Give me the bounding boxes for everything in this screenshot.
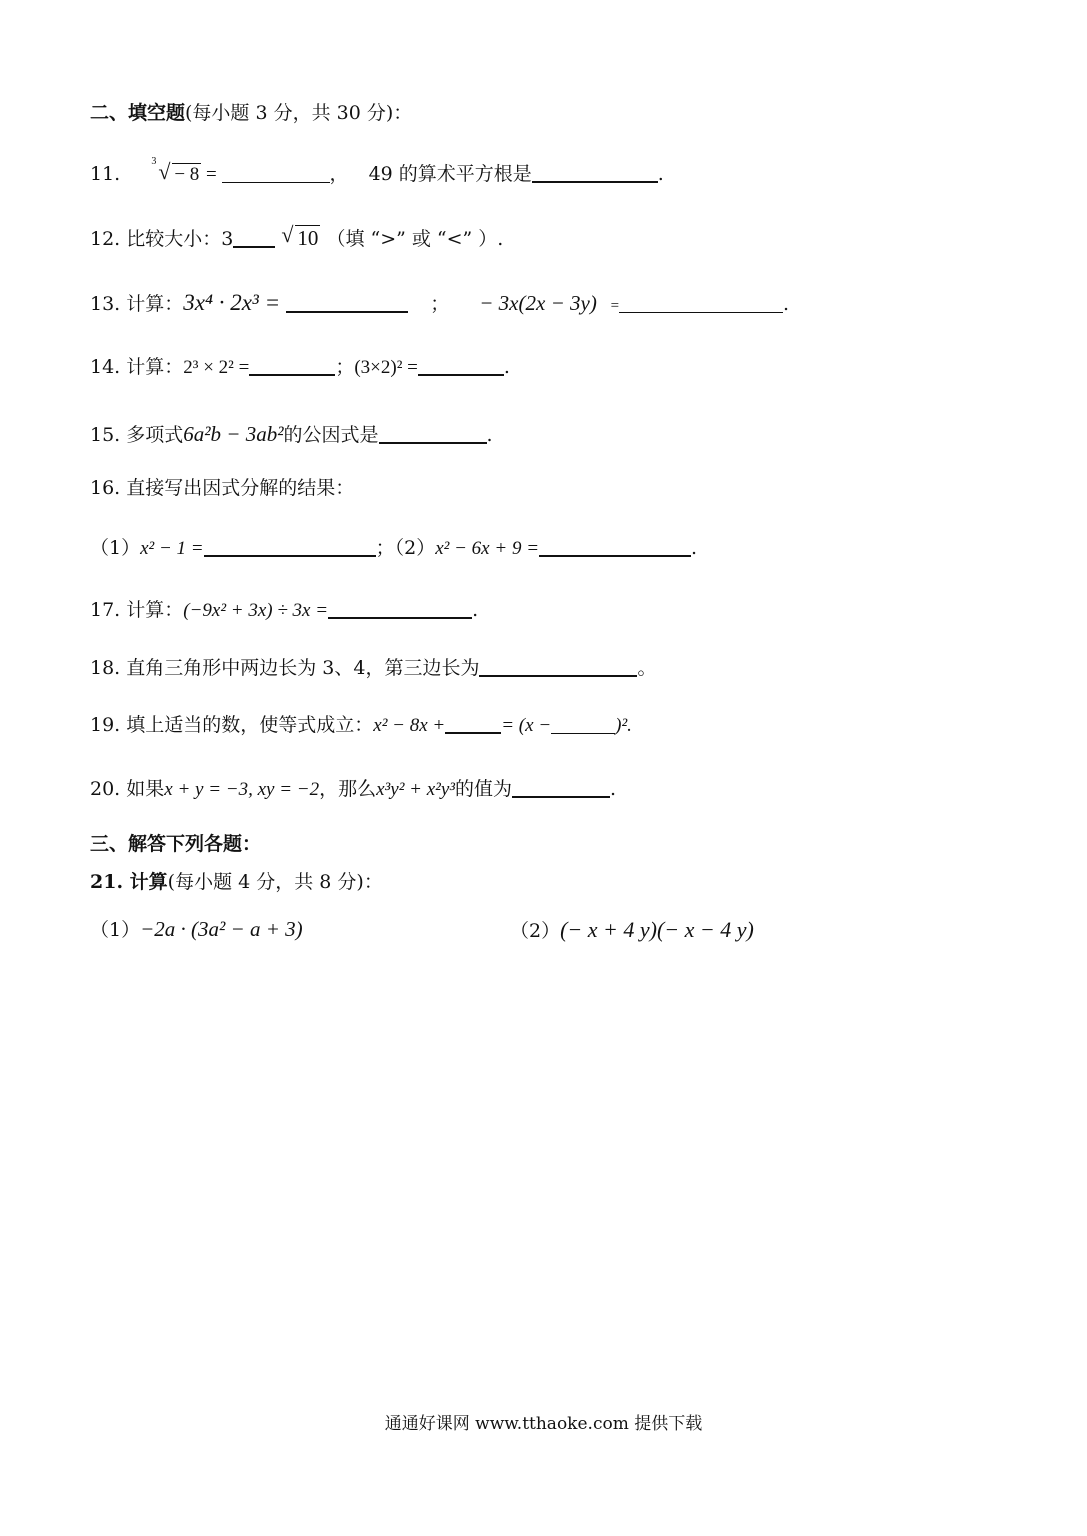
q13-separator: ； (430, 293, 450, 315)
q19-answer-blank-2[interactable] (551, 715, 615, 734)
q14-expr-2: (3×2)² = (354, 357, 418, 378)
q11-root-index: 3 (151, 156, 157, 167)
footer-text: 通通好课网 www.tthaoke.com 提供下载 (384, 1414, 703, 1434)
q21-title: 21. 计算 (90, 871, 168, 893)
q13-end: . (783, 293, 790, 315)
q21-note: (每小题 4 分，共 8 分)： (167, 871, 383, 893)
q13-prefix: 13. 计算： (90, 293, 184, 315)
question-21-part-1 (90, 919, 303, 940)
question-12 (90, 222, 504, 250)
section-3-heading (90, 835, 261, 854)
q16-part-1-expr: x² − 1 = (140, 538, 204, 559)
q20-end: . (609, 778, 617, 800)
q19-answer-blank-1[interactable] (445, 714, 501, 734)
question-21-part-2 (510, 919, 754, 941)
q19-prefix: 19. 填上适当的数，使等式成立： (90, 714, 374, 736)
q15-end: . (486, 424, 493, 446)
question-14 (90, 356, 510, 377)
q17-answer-blank[interactable] (328, 599, 472, 619)
q21-part-1-expr: −2a · (3a² − a + 3) (140, 917, 303, 941)
q13-answer-blank-1[interactable] (286, 293, 408, 313)
q16-end: . (691, 537, 698, 559)
q11-end: . (657, 163, 664, 185)
q15-suffix: 的公因式是 (283, 424, 379, 446)
question-17 (90, 599, 478, 620)
question-16 (90, 479, 354, 498)
q14-answer-blank-1[interactable] (249, 356, 335, 376)
question-16-parts (90, 537, 697, 558)
page-footer (0, 1409, 1087, 1434)
q19-expr-part-b: = (x − (501, 715, 552, 736)
q17-end: . (472, 599, 479, 621)
q11-answer-blank-1[interactable] (222, 164, 330, 183)
q16-answer-blank-1[interactable] (204, 537, 376, 557)
q11-separator: ， (329, 163, 349, 185)
q15-expression: 6a²b − 3ab² (183, 422, 284, 446)
radical-sign-icon: √ (281, 222, 294, 247)
question-19 (90, 714, 632, 735)
q20-expression: x³y² + x²y³ (376, 779, 455, 800)
q17-expression: (−9x² + 3x) ÷ 3x = (183, 600, 329, 621)
q21-part-1-label: （1） (90, 919, 141, 941)
q11-radicand: − 8 (174, 164, 200, 185)
q12-square-root (281, 222, 320, 250)
q14-separator: ； (335, 356, 355, 378)
section-3-title: 三、解答下列各题： (90, 833, 262, 855)
radical-sign-icon: √ (158, 159, 171, 184)
question-15 (90, 424, 493, 445)
q20-condition: x + y = −3, xy = −2 (164, 779, 320, 800)
q21-part-2-expr: (− x + 4 y)(− x − 4 y) (560, 917, 754, 942)
q13-answer-blank-2[interactable] (619, 294, 783, 313)
q12-prefix: 12. 比较大小：3 (90, 228, 234, 250)
q12-suffix: （填 “>” 或 “<” ）. (326, 228, 504, 250)
question-21 (90, 873, 383, 892)
q12-answer-blank[interactable] (233, 228, 275, 248)
question-18 (90, 657, 657, 678)
q11-equals: = (201, 164, 222, 185)
q21-part-2-label: （2） (510, 920, 561, 942)
q15-answer-blank[interactable] (379, 424, 487, 444)
q17-prefix: 17. 计算： (90, 599, 184, 621)
q11-answer-blank-2[interactable] (532, 163, 658, 183)
section-2-title: 二、填空题 (90, 102, 186, 124)
question-11 (90, 156, 664, 185)
q18-text: 18. 直角三角形中两边长为 3、4，第三边长为 (90, 657, 480, 679)
q13-expr-2: − 3x(2x − 3y) (479, 291, 597, 315)
section-2-note: (每小题 3 分，共 30 分)： (185, 102, 413, 124)
q16-part-1-label: （1） (90, 537, 141, 559)
q11-number: 11. (90, 163, 121, 185)
q16-part-2-label: （2） (394, 537, 436, 559)
q12-radicand: 10 (297, 226, 319, 250)
q16-separator: ； (375, 537, 395, 559)
q13-expr-1: 3x⁴ · 2x³ = (183, 290, 281, 315)
q18-end: 。 (637, 657, 657, 679)
q16-text: 16. 直接写出因式分解的结果： (90, 477, 355, 499)
q20-answer-blank[interactable] (512, 778, 610, 798)
question-20 (90, 778, 616, 799)
q16-part-2-expr: x² − 6x + 9 = (435, 538, 540, 559)
q11-cube-root (151, 156, 201, 185)
q14-expr-1: 2³ × 2² = (183, 357, 250, 378)
q20-prefix: 20. 如果 (90, 778, 165, 800)
q14-end: . (503, 356, 510, 378)
q11-text: 49 的算术平方根是 (368, 163, 532, 185)
q20-mid: ，那么 (319, 778, 377, 800)
q19-expr-part-a: x² − 8x + (373, 715, 446, 736)
section-2-heading (90, 104, 412, 123)
q15-prefix: 15. 多项式 (90, 424, 184, 446)
q13-equals: = (606, 298, 620, 314)
q16-answer-blank-2[interactable] (539, 537, 691, 557)
q14-answer-blank-2[interactable] (418, 356, 504, 376)
question-13 (90, 291, 789, 314)
q18-answer-blank[interactable] (479, 657, 637, 677)
q14-prefix: 14. 计算： (90, 356, 184, 378)
q20-suffix: 的值为 (454, 778, 512, 800)
q19-expr-part-c: )². (615, 715, 632, 736)
